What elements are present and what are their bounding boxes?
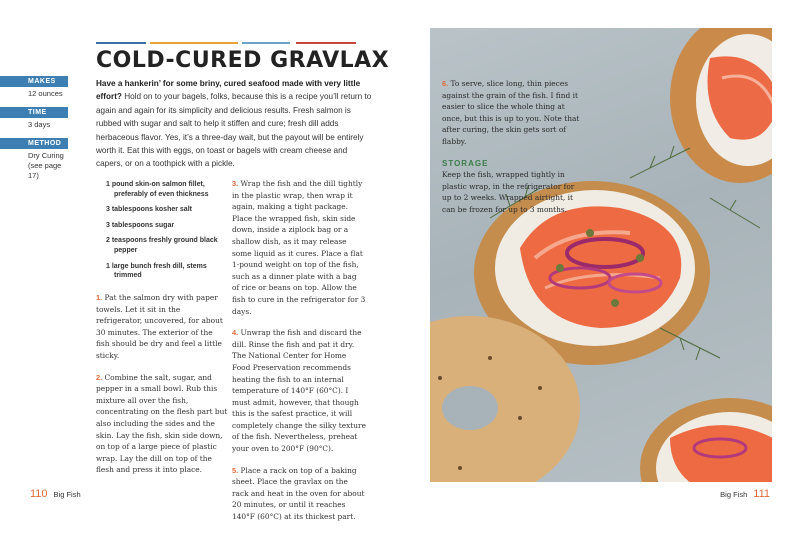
ingredient-item: 1 large bunch fresh dill, stems trimmed (106, 262, 207, 280)
section-name-right: Big Fish (720, 490, 748, 499)
step-4 (232, 327, 366, 455)
meta-label-time: TIME (0, 107, 68, 118)
step-6 (442, 78, 582, 148)
meta-label-makes: MAKES (0, 76, 68, 87)
meta-value-makes: 12 ounces (28, 89, 63, 98)
page-number-left: 110 (30, 488, 48, 500)
step-number: 5. (232, 465, 239, 475)
step-number: 3. (232, 179, 239, 188)
bagel-bottom-right (640, 398, 772, 482)
step-text: Place a rack on top of a baking sheet. Place the gravlax on the rack and heat in the oven for about 20 minutes, or until it reaches 140°F (60°C) at its thickest part. (232, 465, 365, 522)
step-text: To serve, slice long, thin pieces against the grain of the fish. I find it easier to slice the whole thing at once, but this is up to you. Note that after curing, the skin gets sort of flabby. (442, 79, 580, 146)
ingredient-list (106, 180, 224, 287)
steps-column-left (96, 292, 228, 486)
step-text: Pat the salmon dry with paper towels. Let it sit in the refrigerator, uncovered, for about 30 minutes. The exterior of the fish should be dry and feel a little sticky. (96, 293, 223, 360)
step-text: Unwrap the fish and discard the dill. Rinse the fish and pat it dry. The National Center for Home Food Preservation recommends heating the fish to an internal temperature of 140°F (60°C). I must admit, however, that though this is the safest practice, it will completely change the silky texture of the fish. Nevertheless, preheat your oven to 200°F (90°C). (232, 328, 366, 454)
ingredient-item: 2 teaspoons freshly ground black pepper (106, 237, 218, 254)
ingredient-item: 1 pound skin-on salmon fillet, preferably of even thickness (106, 181, 209, 198)
title-rule-orange (150, 42, 238, 44)
recipe-meta-sidebar (0, 76, 68, 189)
step-number: 4. (232, 328, 239, 338)
title-rule-lightblue (242, 42, 290, 44)
meta-label-method: METHOD (0, 138, 68, 149)
section-name-left: Big Fish (53, 490, 81, 499)
step-1 (96, 292, 228, 362)
step-text: Combine the salt, sugar, and pepper in a small bowl. Rub this mixture all over the fish, concentrating on the flesh part but also including the sides and the skin. Lay the fish, skin side down, on top of a large piece of plastic wrap. Lay the dill on top of the flesh and press it into place. (96, 372, 228, 475)
recipe-title: COLD-CURED GRAVLAX (96, 48, 390, 73)
page-number-right: 111 (753, 488, 770, 500)
steps-column-right (232, 178, 366, 533)
photo-overlay-text (442, 78, 582, 216)
ingredient-item: 3 tablespoons kosher salt (106, 206, 192, 214)
title-rule-blue (96, 42, 146, 44)
intro-body: Hold on to your bagels, folks, because this is a recipe you’ll return to again and again for its simplicity and delicious results. Fresh salmon is rubbed with sugar and salt to help it stiffen and cure; fresh dill adds herbaceous flavor. Yes, it’s a three-day wait, but the payout will be entirely worth it. Eat this with eggs, on toast or bagels with cream cheese and capers, or on a toothpick with a pickle. (96, 92, 372, 169)
meta-value-method: Dry Curing (see page 17) (28, 151, 64, 180)
ingredient-item: 3 tablespoons sugar (106, 221, 175, 229)
folio-right (714, 488, 770, 500)
storage-heading: STORAGE (442, 158, 489, 168)
folio-left (30, 488, 87, 500)
step-number: 2. (96, 372, 103, 382)
step-2 (96, 372, 228, 476)
step-text: Wrap the fish and the dill tightly in the plastic wrap, then wrap it again, making a tight package. Place the wrapped fish, skin side down, inside a ziplock bag or a shallow dish, as it may release some liquid as it cures. Place a flat 1-pound weight on top of the fish, such as a dinner plate with a bag of rice or beans on top. Allow the fish to cure in the refrigerator for 3 days. (232, 179, 366, 316)
intro-lead: Have a hankerin’ for some briny, cured seafood made with very little effort? (96, 79, 361, 102)
step-number: 6. (442, 79, 449, 88)
step-number: 1. (96, 293, 103, 302)
bagel-top-right (670, 28, 772, 183)
step-3 (232, 178, 366, 317)
storage-text: Keep the fish, wrapped tightly in plastic wrap, in the refrigerator for up to 2 weeks. Wrapped airtight, it can be frozen for up to 3 months. (442, 170, 575, 214)
meta-value-time: 3 days (28, 120, 51, 129)
recipe-intro (96, 77, 372, 171)
title-rule-red (296, 42, 356, 44)
